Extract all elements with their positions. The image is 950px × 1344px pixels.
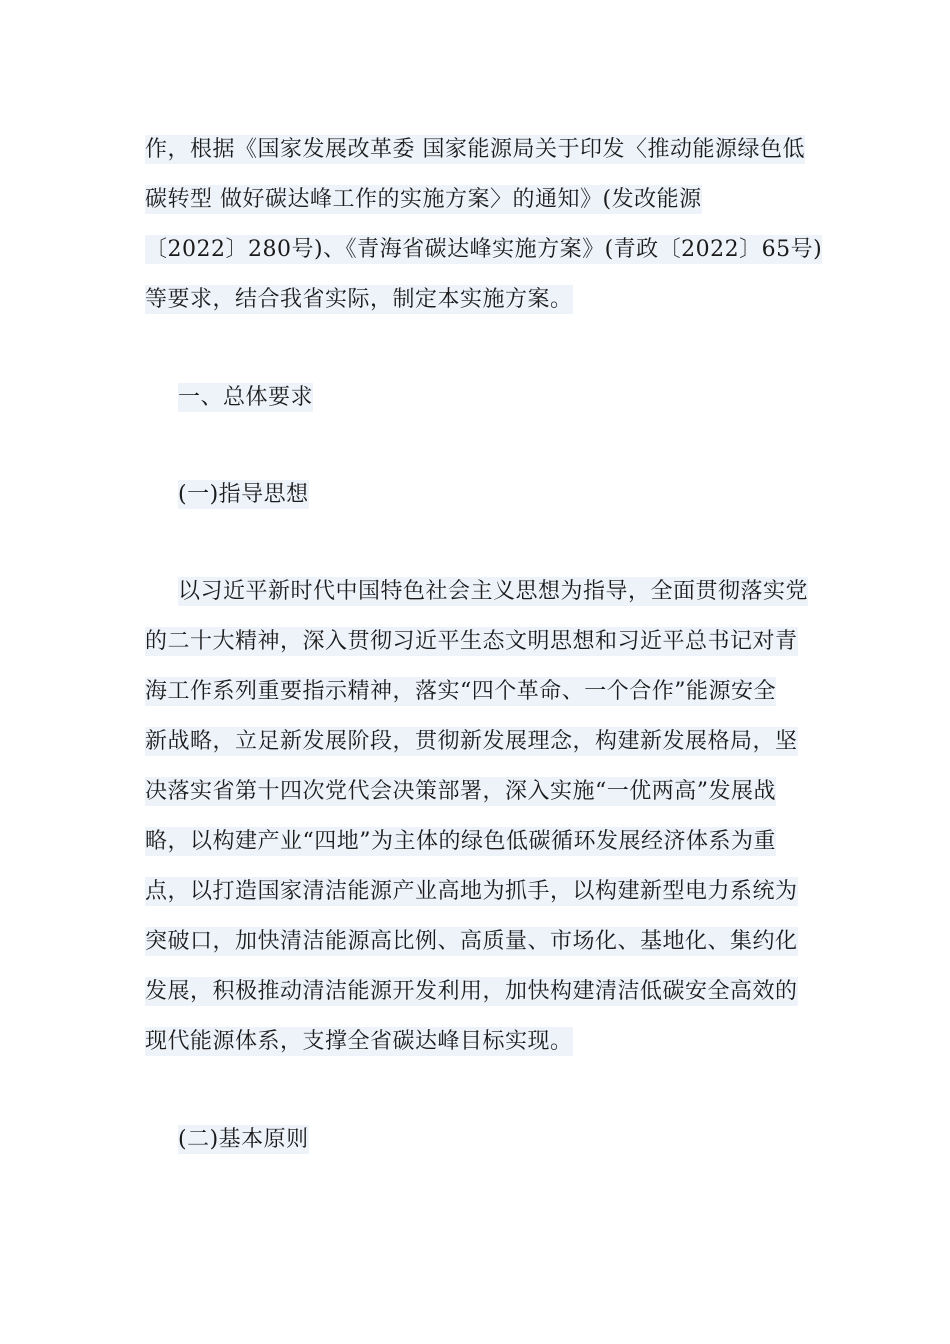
paragraph-line: 点，以打造国家清洁能源产业高地为抓手，以构建新型电力系统为 xyxy=(145,879,798,904)
paragraph-line: 决落实省第十四次党代会决策部署，深入实施“一优两高”发展战 xyxy=(145,779,776,804)
paragraph-line: 突破口，加快清洁能源高比例、高质量、市场化、基地化、集约化 xyxy=(145,929,798,954)
subsection-heading: (一)指导思想 xyxy=(178,482,309,507)
paragraph-line: 海工作系列重要指示精神，落实“四个革命、一个合作”能源安全 xyxy=(145,679,776,704)
paragraph-line: 作，根据《国家发展改革委 国家能源局关于印发〈推动能源绿色低 xyxy=(145,137,805,162)
paragraph-line: 现代能源体系，支撑全省碳达峰目标实现。 xyxy=(145,1029,573,1054)
paragraph-line: 碳转型 做好碳达峰工作的实施方案〉的通知》(发改能源 xyxy=(145,187,702,212)
paragraph-line: 等要求，结合我省实际，制定本实施方案。 xyxy=(145,287,573,312)
subsection-heading: (二)基本原则 xyxy=(178,1127,309,1152)
paragraph-line: 略，以构建产业“四地”为主体的绿色低碳循环发展经济体系为重 xyxy=(145,829,776,854)
section-heading: 一、总体要求 xyxy=(178,385,314,410)
paragraph-line: 发展，积极推动清洁能源开发利用，加快构建清洁低碳安全高效的 xyxy=(145,979,798,1004)
paragraph-line: 〔2022〕280号)、《青海省碳达峰实施方案》(青政〔2022〕65号) xyxy=(145,237,823,262)
paragraph-line: 的二十大精神，深入贯彻习近平生态文明思想和习近平总书记对青 xyxy=(145,629,798,654)
paragraph-line: 以习近平新时代中国特色社会主义思想为指导，全面贯彻落实党 xyxy=(178,579,809,604)
paragraph-line: 新战略，立足新发展阶段，贯彻新发展理念，构建新发展格局，坚 xyxy=(145,729,798,754)
